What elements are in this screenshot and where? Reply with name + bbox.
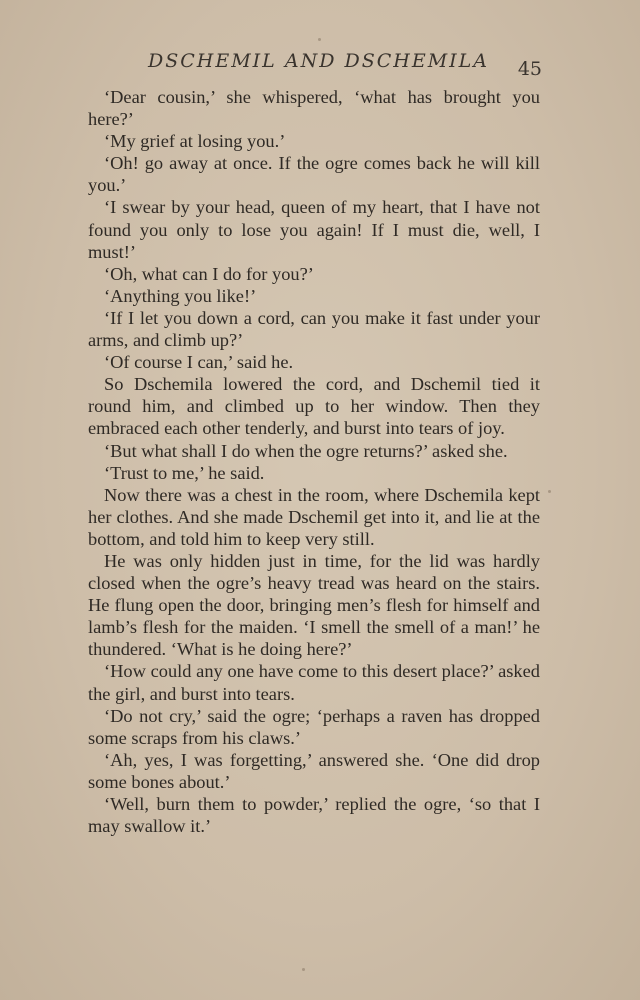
paragraph: Now there was a chest in the room, where Dschemila kept her clothes. And she made Dschemil get into it, and lie at the bottom, and told him to keep very still. xyxy=(88,484,540,549)
paper-speck xyxy=(548,490,551,493)
paper-speck xyxy=(302,968,305,971)
paragraph: ‘My grief at losing you.’ xyxy=(104,131,286,152)
paragraph: ‘But what shall I do when the ogre returns?’ asked she. xyxy=(104,440,508,461)
paragraph: ‘Oh, what can I do for you?’ xyxy=(104,263,314,284)
paragraph: ‘Dear cousin,’ she whispered, ‘what has brought you here?’ xyxy=(88,87,540,130)
paragraph: ‘I swear by your head, queen of my heart, that I have not found you only to lose you again! If I must die, well, I must!’ xyxy=(88,197,540,262)
page-number: 45 xyxy=(517,58,542,80)
body-text xyxy=(88,86,540,837)
paragraph: ‘How could any one have come to this desert place?’ asked the girl, and burst into tears. xyxy=(88,661,540,704)
paragraph: ‘If I let you down a cord, can you make it fast under your arms, and climb up?’ xyxy=(88,307,540,351)
paragraph: ‘Oh! go away at once. If the ogre comes back he will kill you.’ xyxy=(88,153,540,196)
paragraph: ‘Well, burn them to powder,’ replied the ogre, ‘so that I may swallow it.’ xyxy=(88,794,540,837)
paragraph: He was only hidden just in time, for the lid was hardly closed when the ogre’s heavy tread was heard on the stairs. He flung open the door, bringing men’s flesh for himself and lamb’s flesh for the maiden. ‘I smell the smell of a man!’ he thundered. ‘What is he doing here?’ xyxy=(88,550,540,660)
paragraph: ‘Trust to me,’ he said. xyxy=(104,462,265,483)
running-title: DSCHEMIL AND DSCHEMILA xyxy=(148,50,489,72)
paragraph: So Dschemila lowered the cord, and Dschemil tied it round him, and climbed up to her window. Then they embraced each other tenderly, and burst into tears of joy. xyxy=(88,374,540,439)
paper-speck xyxy=(318,38,321,41)
paragraph: ‘Anything you like!’ xyxy=(104,285,257,306)
paragraph: ‘Ah, yes, I was forgetting,’ answered she. ‘One did drop some bones about.’ xyxy=(88,749,540,792)
paragraph: ‘Do not cry,’ said the ogre; ‘perhaps a raven has dropped some scraps from his claws.’ xyxy=(88,705,540,748)
paragraph: ‘Of course I can,’ said he. xyxy=(104,352,294,373)
page-header xyxy=(88,50,548,82)
